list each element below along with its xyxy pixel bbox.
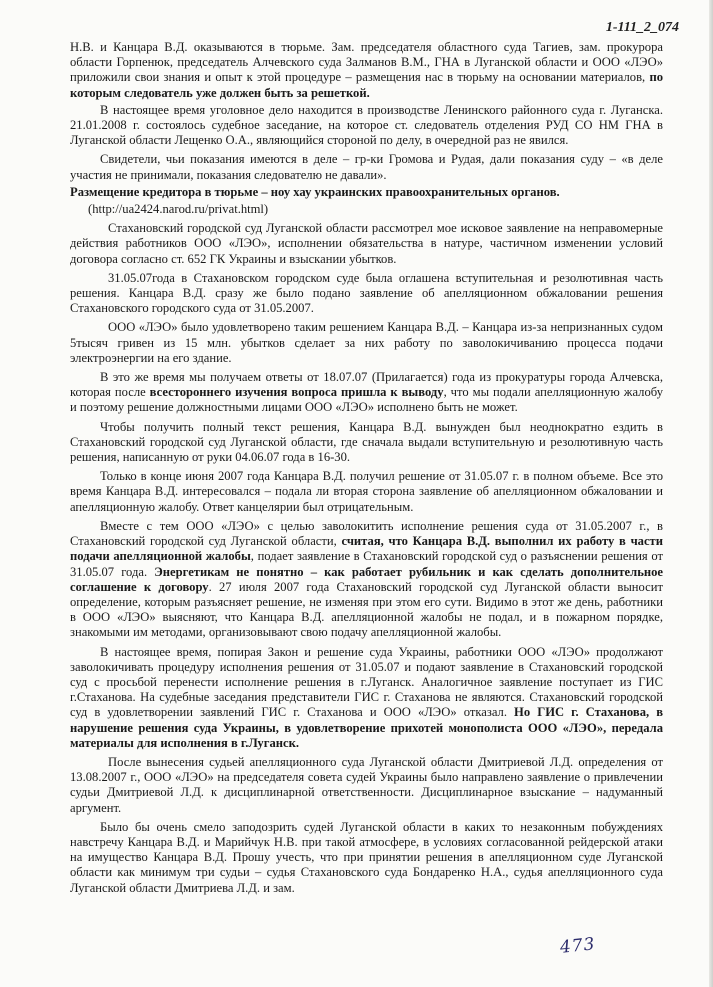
paragraph-8: Чтобы получить полный текст решения, Канцара В.Д. вынужден был неоднократно ездить в Стахановский городской суд Луганской области, где сначала выдали вступительную и резолютивную часть решения, написанную от руки 04.06.07 года в 16-30. [70, 419, 663, 465]
document-body [70, 40, 663, 898]
paragraph-9: Только в конце июня 2007 года Канцара В.Д. получил решение от 31.05.07 г. в полном объеме. Все это время Канцара В.Д. интересовался – подала ли вторая сторона заявление об апелляционном обжаловании и апелляционную жалобу. Ответ канцелярии был отрицательным. [70, 469, 663, 514]
paragraph-1: Н.В. и Канцара В.Д. оказываются в тюрьме. Зам. председателя областного суда Тагиев, зам. прокурора области Горпенюк, председатель Алчевского суда Залманов В.М., ГНА в Луганской области и ООО «ЛЭО» приложили свои знания и опыт к этой процедуре – размещения нас в тюрьму на основании материалов, по которым следователь уже должен быть за решеткой. [70, 40, 663, 100]
section-heading: Размещение кредитора в тюрьме – ноу хау украинских правоохранительных органов. [70, 184, 560, 199]
paragraph-2: В настоящее время уголовное дело находится в производстве Ленинского районного суда г. Луганска. 21.01.2008 г. состоялось судебное заседание, на которое ст. следователь отделения РУД СО НМ ГНА в Луганской области Лещенко О.А., являющийся стороной по делу, в очередной раз не явился. [70, 102, 663, 148]
paragraph-5: 31.05.07года в Стахановском городском суде была оглашена вступительная и резолютивная часть решения. Канцара В.Д. сразу же было подано заявление об апелляционном обжаловании решения Стахановского городского суда от 31.05.2007. [70, 270, 663, 316]
paragraph-13: Было бы очень смело заподозрить судей Луганской области в каких то незаконным побуждениях навстречу Канцара В.Д. и Марийчук Н.В. при такой атмосфере, в условиях согласованной рейдерской атаки на имущество Канцара В.Д. Прошу учесть, что при принятии решения в апелляционном суде Луганской области как минимум три судьи – судья Стахановского суда Бондаренко Н.А., судья апелляционного суда Луганской области Дмитриева Л.Д. и зам. [70, 819, 663, 895]
paragraph-11: В настоящее время, попирая Закон и решение суда Украины, работники ООО «ЛЭО» продолжают заволокичивать процедуру исполнения решения от 31.05.07 и подают заявление в Стахановский городской суд с просьбой перенести исполнение решения в г.Луганск. Аналогичное заявление поступает из ГИС г.Стаханова. На судебные заседания представители ГИС г. Стаханова не являются. Стахановский городской суд в удовлетворении заявлений ГИС г. Стаханова и ООО «ЛЭО» отказал. Но ГИС г. Стаханова, в нарушение решения суда Украины, в удовлетворение прихотей монополиста ООО «ЛЭО», передала материалы для исполнения в г.Луганск. [70, 644, 664, 750]
paragraph-4: Стахановский городской суд Луганской области рассмотрел мое исковое заявление на неправомерные действия работников ООО «ЛЭО», исполнении обязательства в натуре, частичном изменении условий договора согласно ст. 652 ГК Украины и взыскании убытков. [70, 221, 663, 266]
paragraph-6: ООО «ЛЭО» было удовлетворено таким решением Канцара В.Д. – Канцара из-за непризнанных судом 5тысяч гривен из 15 млн. убытков сделает за них работу по заволокичиванию процесса подачи электроэнергии на его здание. [70, 320, 663, 365]
source-link[interactable]: (http://ua2424.narod.ru/privat.html) [88, 202, 269, 217]
paragraph-12: После вынесения судьей апелляционного суда Луганской области Дмитриевой Л.Д. определения от 13.08.2007 г., ООО «ЛЭО» на председателя совета судей Украины было направлено заявление о привлечении судьи Дмитриевой Л.Д. к дисциплинарной ответственности. Дисциплинарное взыскание – надуманный аргумент. [70, 754, 663, 815]
document-id: 1-111_2_074 [605, 20, 679, 35]
paragraph-7: В это же время мы получаем ответы от 18.07.07 (Прилагается) года из прокуратуры города Алчевска, которая после всестороннего изучения вопроса пришла к выводу, что мы подали апелляционную жалобу и поэтому решение должностными лицами ООО «ЛЭО» исполнено быть не может. [70, 370, 663, 415]
paragraph-10: Вместе с тем ООО «ЛЭО» с целью заволокитить исполнение решения суда от 31.05.2007 г., в Стахановский городской суд Луганской области, считая, что Канцара В.Д. выполнил их работу в части подачи апелляционной жалобы, подает заявление в Стахановский городской суд о разъяснении решения от 31.05.07 года. Энергетикам не понятно – как работает рубильник и как сделать дополнительное соглашение к договору. 27 июля 2007 года Стахановский городской суд Луганской области выносит определение, которым разъясняет решение, не изменяя при этом его сути. Видимо в этот же день, работники в ООО «ЛЭО» выясняют, что Канцара В.Д. апелляционной жалобы не подал, и в пожарном порядке, знакомыми им методами, организовывают свою подачу апелляционной жалобы. [70, 518, 663, 640]
paragraph-3: Свидетели, чьи показания имеются в деле – гр-ки Громова и Рудая, дали показания суду – «в деле участия не принимали, показания следователю не давали». [70, 152, 663, 182]
page-edge [709, 0, 713, 987]
handwritten-page-number: 473 [559, 934, 597, 958]
